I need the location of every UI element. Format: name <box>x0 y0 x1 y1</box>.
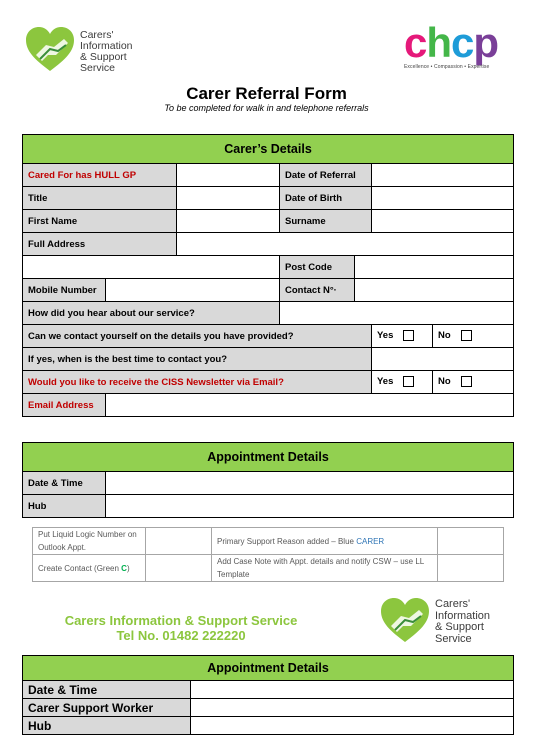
form-subtitle: To be completed for walk in and telephone referrals <box>164 103 369 113</box>
primary-support-note: Primary Support Reason added – Blue CARER <box>212 528 438 555</box>
admin-checklist-table <box>32 527 504 582</box>
hub-2-field[interactable] <box>191 717 514 735</box>
full-address-label: Full Address <box>23 233 177 256</box>
form-title: Carer Referral Form <box>186 84 347 103</box>
mobile-field[interactable] <box>106 279 280 302</box>
hub-label: Hub <box>23 495 106 518</box>
contact-no-checkbox[interactable] <box>461 330 472 341</box>
newsletter-yes-checkbox[interactable] <box>403 376 414 387</box>
surname-field[interactable] <box>372 210 514 233</box>
chcp-tagline: Excellence • Compassion • Expertise <box>404 64 490 70</box>
email-label: Email Address <box>23 394 106 417</box>
liquid-logic-note: Put Liquid Logic Number on Outlook Appt. <box>33 528 146 555</box>
primary-support-check[interactable] <box>438 528 504 555</box>
ciss-logo-text: Carers' Information & Support Service <box>80 29 133 74</box>
title-field[interactable] <box>177 187 280 210</box>
appointment-details-heading: Appointment Details <box>23 443 514 472</box>
contact-yes-checkbox[interactable] <box>403 330 414 341</box>
appointment-details-2-table <box>22 655 514 735</box>
dob-label: Date of Birth <box>280 187 372 210</box>
address-line-field[interactable] <box>23 256 280 279</box>
footer-service-text: Carers Information & Support Service Tel No. 01482 222220 <box>64 613 298 643</box>
create-contact-check[interactable] <box>146 555 212 582</box>
carers-details-heading: Carer’s Details <box>23 135 514 164</box>
dob-field[interactable] <box>372 187 514 210</box>
chcp-logo: chcp Excellence • Compassion • Expertise <box>404 22 520 74</box>
ciss-logo <box>24 25 154 75</box>
date-time-2-field[interactable] <box>191 681 514 699</box>
contact-question-label: Can we contact yourself on the details you have provided? <box>23 325 372 348</box>
appointment-details-table <box>22 442 514 518</box>
best-time-field[interactable] <box>372 348 514 371</box>
ciss-logo-footer-text: Carers' Information & Support Service <box>435 598 491 645</box>
create-contact-note: Create Contact (Green C) <box>33 555 146 582</box>
contact-no-field[interactable] <box>355 279 514 302</box>
heart-hands-icon <box>24 25 76 73</box>
contact-yes-option[interactable]: Yes <box>372 325 433 348</box>
date-time-field[interactable] <box>106 472 514 495</box>
cared-for-field[interactable] <box>177 164 280 187</box>
contact-no-label: Contact N°· <box>280 279 355 302</box>
newsletter-yes-option[interactable]: Yes <box>372 371 433 394</box>
date-time-label: Date & Time <box>23 472 106 495</box>
date-of-referral-label: Date of Referral <box>280 164 372 187</box>
title-label: Title <box>23 187 177 210</box>
liquid-logic-check[interactable] <box>146 528 212 555</box>
heart-hands-icon <box>379 596 431 644</box>
best-time-label: If yes, when is the best time to contact you? <box>23 348 372 371</box>
newsletter-no-option[interactable]: No <box>433 371 514 394</box>
csw-field[interactable] <box>191 699 514 717</box>
date-time-2-label: Date & Time <box>23 681 191 699</box>
ciss-logo-footer <box>379 596 509 646</box>
contact-no-option[interactable]: No <box>433 325 514 348</box>
cared-for-label: Cared For has HULL GP <box>23 164 177 187</box>
post-code-label: Post Code <box>280 256 355 279</box>
email-field[interactable] <box>106 394 514 417</box>
case-note-note: Add Case Note with Appt. details and notify CSW – use LL Template <box>212 555 438 582</box>
full-address-field[interactable] <box>177 233 514 256</box>
hub-2-label: Hub <box>23 717 191 735</box>
case-note-check[interactable] <box>438 555 504 582</box>
mobile-label: Mobile Number <box>23 279 106 302</box>
hear-about-label: How did you hear about our service? <box>23 302 280 325</box>
first-name-field[interactable] <box>177 210 280 233</box>
first-name-label: First Name <box>23 210 177 233</box>
post-code-field[interactable] <box>355 256 514 279</box>
hub-field[interactable] <box>106 495 514 518</box>
date-of-referral-field[interactable] <box>372 164 514 187</box>
surname-label: Surname <box>280 210 372 233</box>
appointment-details-2-heading: Appointment Details <box>23 656 514 681</box>
carers-details-table <box>22 134 514 417</box>
csw-label: Carer Support Worker <box>23 699 191 717</box>
newsletter-no-checkbox[interactable] <box>461 376 472 387</box>
newsletter-label: Would you like to receive the CISS Newsletter via Email? <box>23 371 372 394</box>
hear-about-field[interactable] <box>280 302 514 325</box>
